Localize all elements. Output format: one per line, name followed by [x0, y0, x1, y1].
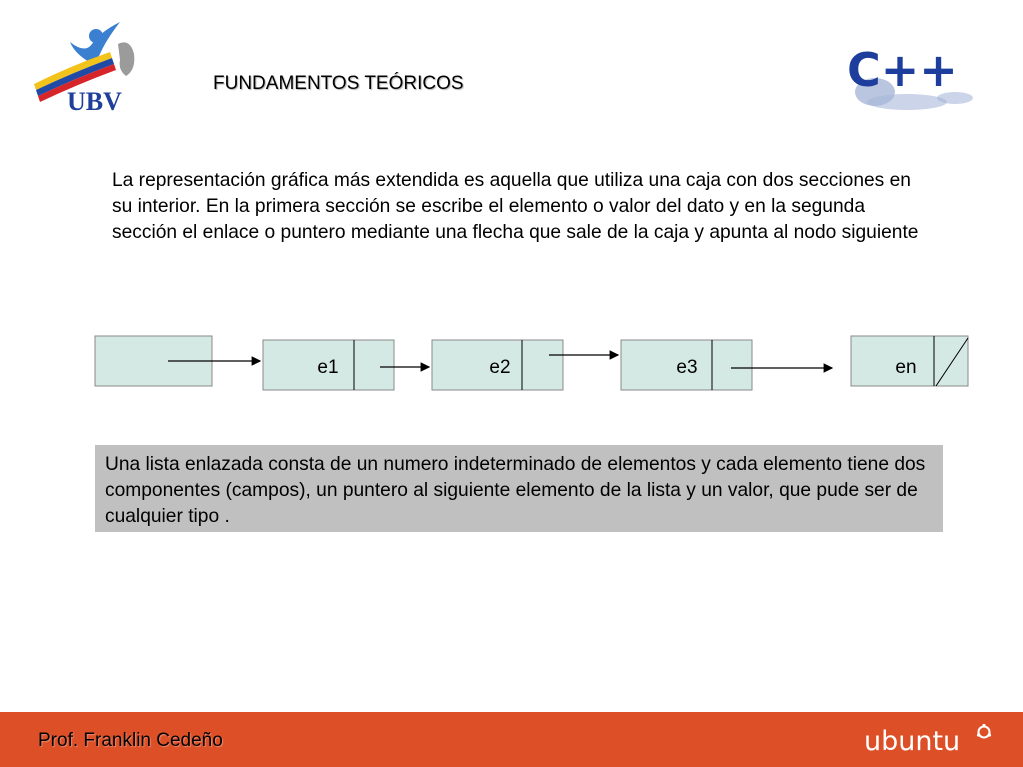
footer-author: Prof. Franklin Cedeño [38, 730, 223, 751]
svg-text:e3: e3 [676, 357, 698, 378]
circle-of-friends-icon [977, 724, 991, 738]
list-node-en [851, 336, 968, 386]
ubuntu-wordmark: ubuntu [864, 726, 961, 757]
list-node-e2 [432, 340, 563, 390]
svg-text:e1: e1 [317, 357, 339, 378]
slide-title: FUNDAMENTOS TEÓRICOS [213, 73, 464, 94]
ubv-logo-text: UBV [67, 87, 122, 114]
linked-list-diagram [0, 320, 1023, 410]
svg-text:e2: e2 [489, 357, 511, 378]
definition-box: Una lista enlazada consta de un numero indeterminado de elementos y cada elemento tiene dos componentes (campos), un puntero al siguiente elemento de la lista y un valor, que pude ser de cualquier tipo . [95, 445, 943, 532]
list-node-e1 [263, 340, 394, 390]
list-node-e3 [621, 340, 752, 390]
ubv-logo [30, 14, 154, 114]
intro-paragraph: La representación gráfica más extendida es aquella que utiliza una caja con dos secciones en su interior. En la primera sección se escribe el elemento o valor del dato y en la segunda sección el enlace o puntero mediante una flecha que sale de la caja y apunta al nodo siguiente [112, 170, 919, 243]
cpp-logo [845, 40, 980, 120]
cpp-logo-text: C++ [847, 43, 958, 97]
ubuntu-logo [862, 722, 1002, 758]
svg-text:en: en [895, 357, 917, 378]
